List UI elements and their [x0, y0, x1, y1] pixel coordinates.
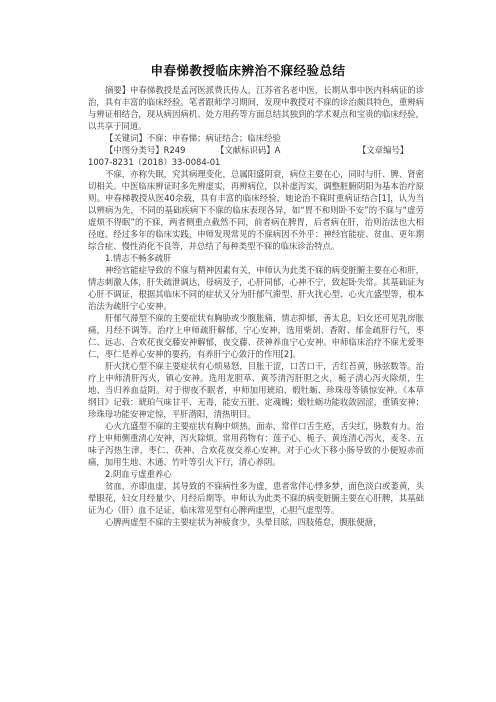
paragraph: 贫血，亦即血虚，其导致的不寐病性多为虚，患者常伴心悸多梦，面色淡白或萎黄，头晕眼花，妇女月经量少、月经后期等。申师认为此类不寐的病变脏腑主要在心肝脾，其基础证为心（肝）血不足证，临床常见型有心脾两虚型，心胆气虚型等。 — [88, 481, 424, 515]
article-body — [88, 84, 424, 528]
paragraph: 神经官能症导致的不寐与精神因素有关，申师认为此类不寐的病变脏腑主要在心和肝，情志刺激人体，肝失疏泄调达，母病及子，心肝同郁，心神不宁，致起卧失常。其基础证为心肝不调证，根据其临床不同的症状又分为肝郁气滞型、肝火扰心型、心火亢盛型等，根本治法为疏肝宁心安神。 — [88, 265, 424, 311]
paragraph: 肝郁气滞型不寐的主要症状有胸胁或少腹胀痛，情志抑郁，善太息，妇女还可见乳房胀痛，月经不调等。治疗上申师疏肝解郁，宁心安神，选用柴胡、香附、郁金疏肝行气，枣仁、远志、合欢花夜交藤安神解郁，夜交藤、茯神养血宁心安神。申师临床治疗不寐尤爱枣仁，枣仁是养心安神的要药，有养肝宁心敛汗的作用[2]。 — [88, 313, 424, 359]
article-title: 申春悌教授临床辨治不寐经验总结 — [150, 63, 346, 78]
classification-line — [88, 144, 424, 156]
document-code: 【文献标识码】A — [216, 145, 281, 155]
paragraph: 不寐，亦称失眠，究其病理变化，总属阳盛阴衰，病位主要在心，同时与肝、脾、肾密切相关。中医临床辨证时多先辨虚实，再辨病位，以补虚泻实，调整脏腑阴阳为基本治疗原则。申春梯教授从医40余载，具有丰富的临床经验，她论治不寐时重病证结合[1]，认为当以辨病为先，不同的基础疾病下不寐的临床表现各异，如“胃不和则卧不安”的不寐与“虚劳虚烦不得眠”的不寐，两者侧重点截然不同，前者病在脾胃，后者病在肝，治则治法也大相径庭。经过多年的临床实践，申师发现常见的不寐病因不外乎：神经官能症、贫血、更年期综合症、慢性消化不良等，并总结了每种类型不寐的临床诊治特点。 — [88, 169, 424, 251]
keywords: 【关键词】不寐；申春悌；病证结合；临床经验 — [105, 133, 281, 143]
clc-number: 【中图分类号】R249 — [105, 145, 186, 155]
article-number: 1007-8231（2018）33-0084-01 — [88, 157, 221, 167]
abstract: 摘要】申春悌教授是孟河医派费氏传人，江苏省名老中医，长期从事中医内科病证的诊治，具有丰富的临床经验。笔者跟师学习期间，发现申教授对不寐的诊治颇具特色，重辨病与辨证相结合，现从病因病机、处方用药等方面总结其独到的学术观点和宝贵的临床经验，以共享于同道。 — [88, 85, 424, 131]
paragraph: 心火亢盛型不寐的主要症状有胸中烦热，面赤，常伴口舌生疮，舌尖红，脉数有力。治疗上申师侧重清心安神，泻火除烦。常用药物有：莲子心、栀子、黄连清心泻火，麦冬、五味子泻热生津，枣仁、茯神、合欢花夜交养心安神。对于心火下移小肠导致的小便短赤而痛，加用生地、木通、竹叶等引火下行，清心养阴。 — [88, 421, 424, 467]
paragraph: 心脾两虚型不寐的主要症状为神疲食少，头晕目眩，四肢倦怠，腹胀便溏， — [105, 517, 382, 527]
article-number-label: 【文章编号】 — [358, 145, 409, 155]
section-heading: 2.阴血亏虚重养心 — [105, 469, 172, 479]
section-heading: 1.情志不畅多疏肝 — [105, 253, 172, 263]
paragraph: 肝火扰心型不寐主要症状有心烦易怒，目胀干涩，口苦口干，舌红苔黄，脉弦数等。治疗上申师清肝泻火，镇心安神。选用龙胆草、黄芩清泻肝胆之火，栀子清心泻火除烦，生地、当归养血益阴。对于彻夜不眠者，申师加用琥珀、煅牡蛎、珍珠母等镇惊安神。《本草纲目》记载：琥珀气味甘平、无毒，能安五脏、定魂魄；煅牡蛎功能收敛固涩，重镇安神；珍珠母功能安神定惊，平肝潜阳，清热明目。 — [88, 361, 424, 419]
